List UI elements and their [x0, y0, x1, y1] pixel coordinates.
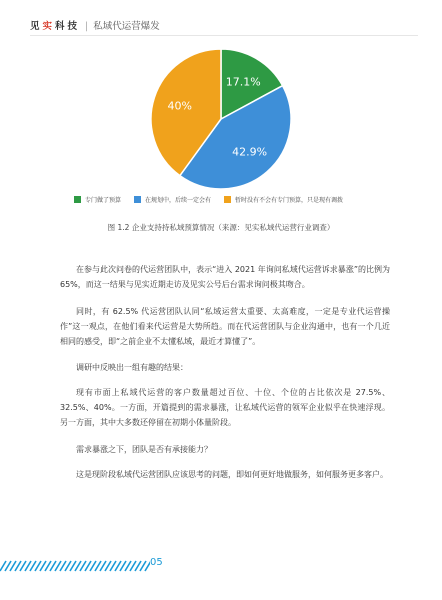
chart-legend [74, 195, 343, 204]
body-paragraph: 需求暴涨之下，团队是否有承接能力？ [76, 445, 212, 454]
page-number: 05 [150, 557, 163, 568]
legend-swatch-orange [224, 196, 231, 203]
body-paragraph: 这是现阶段私域代运营团队应该思考的问题，即如何更好地做服务，如何服务更多客户。 [76, 470, 388, 479]
footer-stripes [0, 560, 150, 572]
legend-item [224, 195, 343, 204]
pie-slice-label: 40% [167, 99, 192, 113]
section-title: 私域代运营爆发 [93, 21, 160, 32]
legend-label: 在规划中，后续一定会有 [145, 197, 212, 204]
body-paragraph: 调研中反映出一组有趣的结果： [76, 363, 188, 372]
legend-label: 专门做了预算 [85, 197, 122, 204]
pie-slice-label: 42.9% [232, 145, 268, 159]
pie-chart [0, 0, 442, 200]
legend-label: 暂时没有不会有专门预算，只是现有调拨 [235, 197, 344, 204]
figure-caption: 图 1.2 企业支持持私域预算情况（来源：见实私域代运营行业调查） [107, 223, 335, 232]
body-paragraph: 现有市面上私域代运营的客户数量超过百位、十位、个位的占比依次是 27.5%、32.5%、40%。一方面，开篇提到的需求暴涨，让私域代运营的领军企业似乎在快速浮现。另一方面，其中大多数还停留在初期小体量阶段。 [60, 388, 390, 427]
body-paragraph: 同时，有 62.5% 代运营团队认同“私域运营太重要、太高难度，一定是专业代运营操作”这一观点，在他们看来代运营是大势所趋。而在代运营团队与企业沟通中，也有一个几近相同的感受，即“之前企业不太懂私域，最近才算懂了”。 [60, 307, 390, 346]
legend-item [134, 195, 211, 204]
legend-swatch-green [74, 196, 81, 203]
header-separator: | [85, 21, 89, 32]
legend-item [74, 195, 121, 204]
body-paragraph: 在参与此次问卷的代运营团队中，表示“进入 2021 年询问私域代运营诉求暴涨”的比例为 65%，而这一结果与见实近期走访及见实公号后台需求询问极其吻合。 [60, 265, 390, 289]
legend-swatch-blue [134, 196, 141, 203]
pie-slice-label: 17.1% [225, 75, 261, 89]
brand-logo: 见实科技 [30, 21, 81, 32]
